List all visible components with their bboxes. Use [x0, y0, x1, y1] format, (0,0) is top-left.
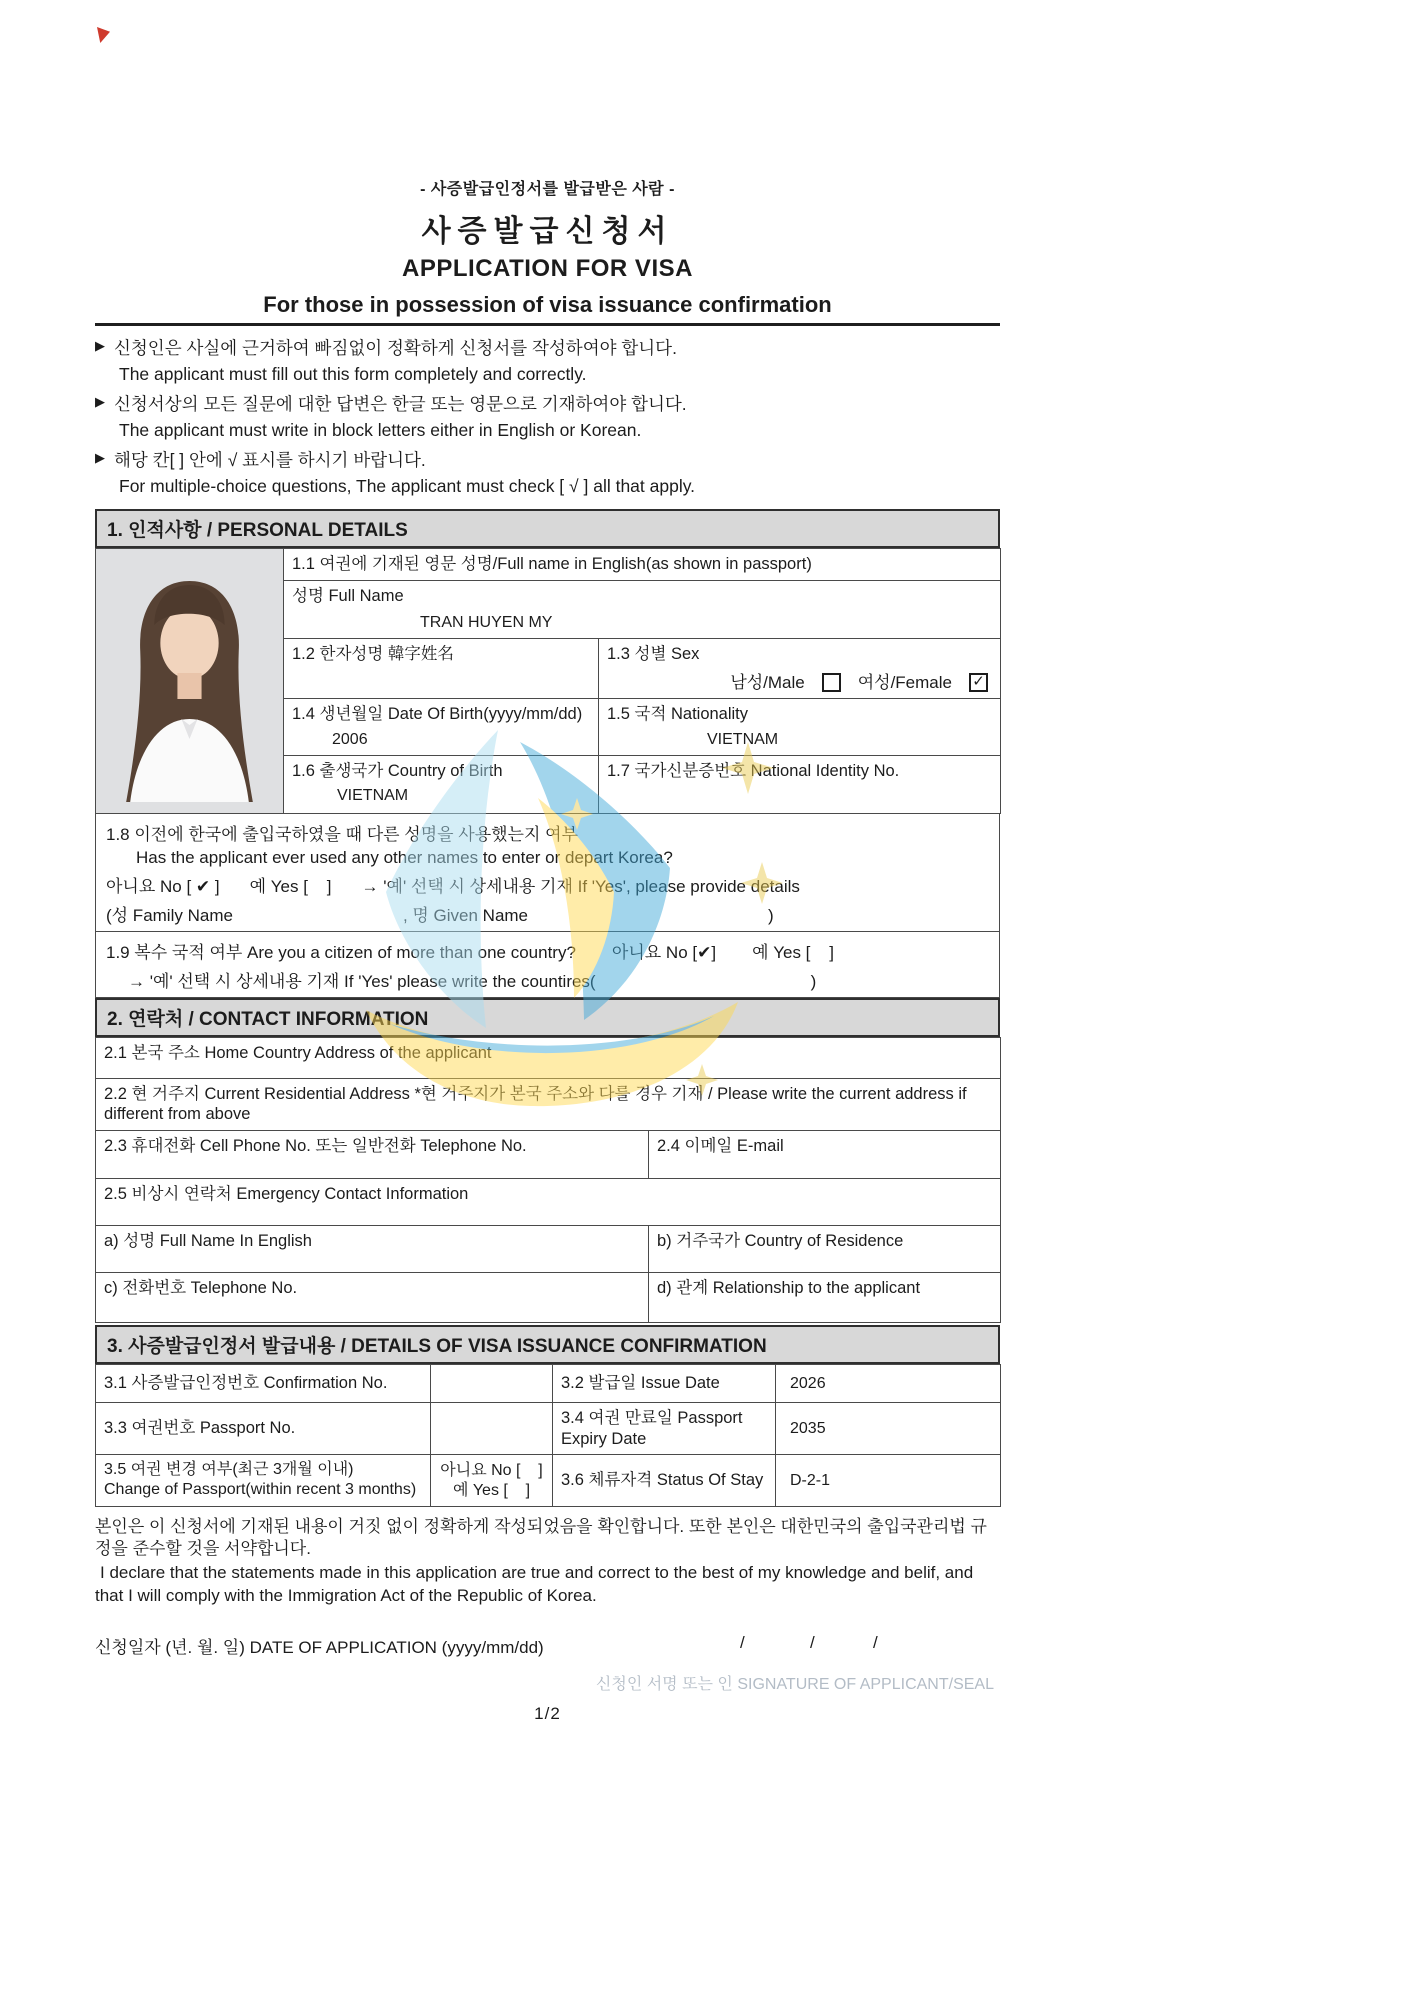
- nationality-value: VIETNAM: [707, 730, 779, 748]
- field-1-9: [95, 932, 1000, 998]
- instruction-3-en: For multiple-choice questions, The applicant must check [ √ ] all that apply.: [119, 476, 696, 496]
- family-name-label: (성 Family Name: [106, 905, 233, 925]
- applicant-photo: [96, 549, 284, 814]
- contact-information-table: [95, 1037, 1001, 1323]
- emergency-relationship-field[interactable]: [649, 1273, 1001, 1323]
- status-of-stay-label-cell: [553, 1455, 776, 1507]
- countries-blank[interactable]: [596, 971, 811, 987]
- field-1-9-close-paren: ): [810, 971, 817, 991]
- declaration-kr: 본인은 이 신청서에 기재된 내용이 거짓 없이 정확하게 작성되었음을 확인합니다. 또한 본인은 대한민국의 출입국관리법 규정을 준수할 것을 서약합니다.: [95, 1517, 987, 1559]
- issue-date-field[interactable]: [776, 1365, 1001, 1403]
- emergency-country-field[interactable]: [649, 1226, 1001, 1273]
- triangle-bullet-icon: ▶: [95, 394, 105, 409]
- field-1-4-label: 1.4 생년월일 Date Of Birth(yyyy/mm/dd): [292, 705, 583, 724]
- other-names-no-checkbox[interactable]: 아니요 No [ ✔ ]: [106, 876, 220, 896]
- field-1-1-cell: [284, 549, 1001, 581]
- field-1-8-details: [106, 901, 989, 926]
- field-1-1-label: 1.1 여권에 기재된 영문 성명/Full name in English(as shown in passport): [292, 555, 812, 573]
- field-1-8: [95, 814, 1000, 932]
- field-2-2-label: 2.2 현 거주지 Current Residential Address *현 거주지가 본국 주소와 다를 경우 기재 / Please write the current address if different from above: [104, 1084, 967, 1124]
- passport-expiry-field[interactable]: [776, 1403, 1001, 1455]
- date-slash: /: [810, 1632, 815, 1652]
- field-3-3-label: 3.3 여권번호 Passport No.: [104, 1419, 296, 1438]
- birth-date-value: 2006: [332, 730, 368, 748]
- nationality-field[interactable]: [599, 699, 1001, 756]
- field-3-6-label: 3.6 체류자격 Status Of Stay: [561, 1471, 764, 1490]
- field-2-5c-label: c) 전화번호 Telephone No.: [104, 1279, 298, 1297]
- field-3-1-label: 3.1 사증발급인정번호 Confirmation No.: [104, 1374, 388, 1393]
- field-3-5-en: Change of Passport(within recent 3 months): [104, 1481, 417, 1499]
- passport-change-label-cell: [96, 1455, 431, 1507]
- instruction-1-kr: 신청인은 사실에 근거하여 빠짐없이 정확하게 신청서를 작성하여야 합니다.: [114, 338, 677, 358]
- visa-confirmation-table: [95, 1364, 1001, 1507]
- field-2-5-label: 2.5 비상시 연락처 Emergency Contact Information: [104, 1185, 469, 1203]
- status-of-stay-field[interactable]: [776, 1455, 1001, 1507]
- field-2-5a-label: a) 성명 Full Name In English: [104, 1232, 312, 1250]
- issue-date-label-cell: [553, 1365, 776, 1403]
- field-1-9-if-yes: → '예' 선택 시 상세내용 기재 If 'Yes' please write the countires(: [128, 971, 596, 991]
- field-1-3-label: 1.3 성별 Sex: [607, 645, 700, 664]
- declaration: [95, 1516, 1000, 1606]
- field-1-8-kr: 1.8 이전에 한국에 출입국하였을 때 다른 성명을 사용했는지 여부: [106, 824, 578, 844]
- status-of-stay-value: D-2-1: [790, 1471, 831, 1489]
- field-2-5b-label: b) 거주국가 Country of Residence: [657, 1232, 904, 1250]
- family-name-blank[interactable]: [233, 905, 403, 921]
- section-3-header: 3. 사증발급인정서 발급내용 / DETAILS OF VISA ISSUANCE CONFIRMATION: [95, 1325, 1000, 1364]
- emergency-name-field[interactable]: [96, 1226, 649, 1273]
- section-2-header: 2. 연락처 / CONTACT INFORMATION: [95, 998, 1000, 1037]
- confirmation-no-field[interactable]: [431, 1365, 553, 1403]
- passport-change-no-checkbox[interactable]: 아니요 No [ ]: [440, 1461, 543, 1479]
- field-1-9-details: [106, 967, 989, 992]
- header-note: - 사증발급인정서를 발급받은 사람 -: [420, 181, 675, 198]
- signature-label: 신청인 서명 또는 인 SIGNATURE OF APPLICANT/SEAL: [595, 1675, 994, 1693]
- birth-country-value: VIETNAM: [337, 787, 409, 805]
- passport-change-yes-checkbox[interactable]: 예 Yes [ ]: [452, 1481, 531, 1499]
- field-1-9-line: [106, 938, 989, 963]
- full-name-value: TRAN HUYEN MY: [420, 614, 553, 632]
- email-field[interactable]: [649, 1131, 1001, 1179]
- field-1-9-label: 1.9 복수 국적 여부 Are you a citizen of more than one country?: [106, 942, 576, 962]
- issue-date-value: 2026: [790, 1374, 826, 1392]
- field-3-2-label: 3.2 발급일 Issue Date: [561, 1374, 720, 1393]
- passport-expiry-value: 2035: [790, 1419, 826, 1437]
- female-checkbox[interactable]: [969, 673, 988, 692]
- birth-date-field[interactable]: [284, 699, 599, 756]
- other-names-yes-checkbox[interactable]: 예 Yes [ ]: [249, 876, 332, 896]
- instruction-2-en: The applicant must write in block letters either in English or Korean.: [119, 420, 642, 440]
- field-1-6-label: 1.6 출생국가 Country of Birth: [292, 761, 503, 780]
- field-3-4-label: 3.4 여권 만료일 Passport Expiry Date: [561, 1409, 743, 1448]
- field-1-8-choices: [106, 872, 989, 897]
- current-address-field[interactable]: [96, 1078, 1001, 1130]
- field-1-8-close-paren: ): [768, 905, 774, 925]
- applicant-photo-image: [96, 549, 283, 802]
- application-date-label: 신청일자 (년. 월. 일) DATE OF APPLICATION (yyyy/mm/dd): [95, 1637, 544, 1657]
- field-2-3-label: 2.3 휴대전화 Cell Phone No. 또는 일반전화 Telephone No.: [104, 1137, 527, 1155]
- given-name-blank[interactable]: [528, 905, 768, 921]
- instruction-1-en: The applicant must fill out this form completely and correctly.: [119, 364, 587, 384]
- instruction-row-3: [95, 447, 1000, 472]
- field-3-5-kr: 3.5 여권 변경 여부(최근 3개월 이내): [104, 1461, 354, 1479]
- field-1-7-label: 1.7 국가신분증번호 National Identity No.: [607, 761, 900, 780]
- instruction-row-1: [95, 335, 1000, 360]
- sex-options: [607, 672, 992, 693]
- field-1-8-en: Has the applicant ever used any other names to enter or depart Korea?: [136, 847, 673, 867]
- visa-application-form: [95, 176, 1000, 1724]
- passport-expiry-label-cell: [553, 1403, 776, 1455]
- given-name-label: , 명 Given Name: [402, 905, 529, 925]
- date-slash: /: [740, 1632, 745, 1652]
- field-1-5-label: 1.5 국적 Nationality: [607, 705, 749, 724]
- sex-field: [599, 639, 1001, 699]
- female-label: 여성/Female: [857, 672, 952, 692]
- confirmation-no-label-cell: [96, 1365, 431, 1403]
- instructions: [95, 335, 1000, 497]
- field-1-8-if-yes: → '예' 선택 시 상세내용 기재 If 'Yes', please provide details: [361, 876, 800, 896]
- home-address-field[interactable]: [96, 1037, 1001, 1078]
- instruction-row-2: [95, 391, 1000, 416]
- field-2-4-label: 2.4 이메일 E-mail: [657, 1137, 784, 1155]
- page-number: 1/2: [534, 1703, 561, 1723]
- hanja-name-field[interactable]: [284, 639, 599, 699]
- section-1-header: 1. 인적사항 / PERSONAL DETAILS: [95, 509, 1000, 548]
- personal-details-table: [95, 548, 1001, 814]
- birth-country-field[interactable]: [284, 755, 599, 813]
- field-1-2-label: 1.2 한자성명 韓字姓名: [292, 645, 454, 664]
- multi-citizen-yes-checkbox[interactable]: 예 Yes [ ]: [752, 942, 835, 962]
- emergency-phone-field[interactable]: [96, 1273, 649, 1323]
- female-checkmark-icon: ✓: [972, 673, 985, 691]
- full-name-label: 성명 Full Name: [292, 586, 404, 605]
- full-name-field[interactable]: [284, 580, 1001, 639]
- phone-field[interactable]: [96, 1131, 649, 1179]
- passport-no-label-cell: [96, 1403, 431, 1455]
- form-subtitle: For those in possession of visa issuance confirmation: [263, 292, 832, 317]
- date-slash: /: [873, 1632, 878, 1652]
- field-2-1-label: 2.1 본국 주소 Home Country Address of the applicant: [104, 1043, 492, 1062]
- field-2-5d-label: d) 관계 Relationship to the applicant: [657, 1279, 921, 1297]
- emergency-contact-cell: [96, 1179, 1001, 1226]
- form-title-english: APPLICATION FOR VISA: [402, 255, 693, 282]
- instruction-2-kr: 신청서상의 모든 질문에 대한 답변은 한글 또는 영문으로 기재하여야 합니다.: [114, 394, 687, 414]
- triangle-bullet-icon: ▶: [95, 450, 105, 465]
- form-title-korean: 사증발급신청서: [421, 215, 674, 248]
- passport-change-field[interactable]: [431, 1455, 553, 1507]
- passport-no-field[interactable]: [431, 1403, 553, 1455]
- male-label: 남성/Male: [730, 672, 805, 692]
- instruction-3-kr: 해당 칸[ ] 안에 √ 표시를 하시기 바랍니다.: [114, 450, 426, 470]
- red-corner-mark: [97, 27, 110, 43]
- application-date-row: [95, 1633, 1000, 1657]
- multi-citizen-no-checkbox[interactable]: 아니요 No [✔]: [611, 942, 717, 962]
- male-checkbox[interactable]: [822, 673, 841, 692]
- declaration-en: I declare that the statements made in this application are true and correct to the best of my knowledge and belif, and that I will comply with the Immigration Act of the Republic of Korea.: [95, 1563, 974, 1605]
- header-rule: [95, 323, 1000, 326]
- national-id-field[interactable]: [599, 755, 1001, 813]
- triangle-bullet-icon: ▶: [95, 338, 105, 353]
